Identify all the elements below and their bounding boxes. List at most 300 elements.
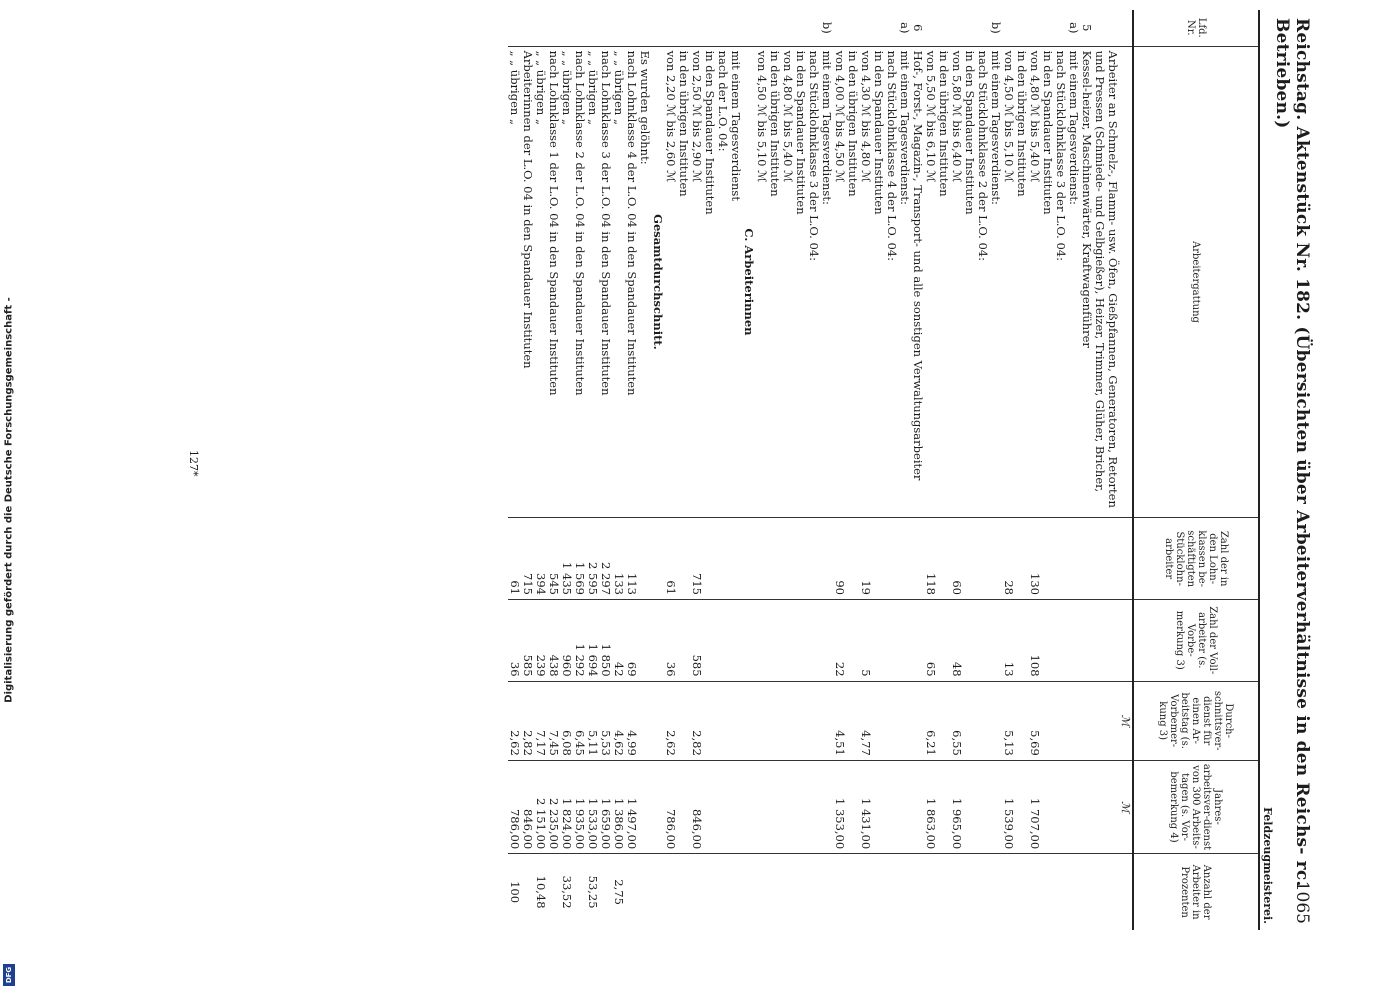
table-row	[976, 10, 989, 930]
table-row	[885, 10, 898, 930]
table-row	[625, 10, 638, 930]
row-jahresverdienst: 786,00	[664, 760, 677, 853]
row-jahresverdienst	[1080, 760, 1119, 853]
table-row	[950, 10, 963, 930]
row-anzahl-prozent	[742, 854, 755, 930]
row-arbeitergattung: nach Lohnklasse 4 der L.O. 04 in den Spandauer Instituten	[625, 46, 638, 518]
col-vollarbeiter: Zahl der Voll-arbeiter (s. Vorbe-merkung 3)	[1133, 599, 1259, 681]
row-arbeitergattung: nach Lohnklasse 3 der L.O. 04 in den Spandauer Instituten	[599, 46, 612, 518]
row-jahresverdienst	[1041, 760, 1054, 853]
row-durchschnittsverdienst	[898, 681, 911, 760]
digitization-credit	[0, 0, 18, 1000]
row-jahresverdienst	[846, 760, 859, 853]
table-row	[807, 10, 820, 930]
row-jahresverdienst	[898, 760, 911, 853]
row-durchschnittsverdienst	[768, 681, 781, 760]
row-arbeitergattung: von 5,50 ℳ bis 6,10 ℳ	[924, 46, 937, 518]
row-stuecklohnarbeiter: 19	[859, 518, 872, 600]
table-row	[768, 10, 781, 930]
page-header	[1261, 10, 1320, 930]
row-durchschnittsverdienst	[872, 681, 885, 760]
row-jahresverdienst	[638, 760, 651, 853]
row-stuecklohnarbeiter	[872, 518, 885, 600]
table-row	[794, 10, 807, 930]
row-durchschnittsverdienst: 2,62	[664, 681, 677, 760]
table-row	[534, 10, 547, 930]
row-vollarbeiter: 438	[547, 599, 560, 681]
row-vollarbeiter	[716, 599, 729, 681]
row-jahresverdienst: 1 533,00	[586, 760, 599, 853]
table-row	[599, 10, 612, 930]
row-anzahl-prozent	[729, 854, 742, 930]
row-anzahl-prozent: 2,75	[612, 854, 625, 930]
row-vollarbeiter	[794, 599, 807, 681]
row-anzahl-prozent	[872, 854, 885, 930]
row-vollarbeiter	[651, 599, 664, 681]
row-vollarbeiter	[1041, 599, 1054, 681]
row-stuecklohnarbeiter: 61	[508, 518, 521, 600]
row-jahresverdienst: 1 353,00	[833, 760, 846, 853]
row-stuecklohnarbeiter: 133	[612, 518, 625, 600]
dfg-logo: DFG	[3, 964, 15, 986]
row-nr: 6	[911, 24, 925, 32]
table-row	[820, 10, 833, 930]
table-row	[690, 10, 703, 930]
row-jahresverdienst	[872, 760, 885, 853]
row-arbeitergattung: in den übrigen Instituten	[846, 46, 859, 518]
row-arbeitergattung: Hof-, Forst-, Magazin-, Transport- und alle sonstigen Verwaltungsarbeiter	[911, 46, 924, 518]
table-row	[703, 10, 716, 930]
col-nr: Lfd. Nr.	[1133, 10, 1259, 46]
row-vollarbeiter: 22	[833, 599, 846, 681]
row-stuecklohnarbeiter	[742, 518, 755, 600]
row-arbeitergattung: in den Spandauer Instituten	[872, 46, 885, 518]
row-durchschnittsverdienst: 4,77	[859, 681, 872, 760]
row-arbeitergattung: in den übrigen Instituten	[677, 46, 690, 518]
row-stuecklohnarbeiter	[716, 518, 729, 600]
row-durchschnittsverdienst: 5,13	[1002, 681, 1015, 760]
row-nr	[703, 10, 716, 46]
row-jahresverdienst	[1054, 760, 1067, 853]
row-arbeitergattung: C. Arbeiterinnen	[742, 46, 755, 518]
row-jahresverdienst	[937, 760, 950, 853]
row-vollarbeiter	[742, 599, 755, 681]
row-stuecklohnarbeiter	[1080, 518, 1119, 600]
table-row	[677, 10, 690, 930]
row-stuecklohnarbeiter	[963, 518, 976, 600]
row-jahresverdienst: 846,00	[690, 760, 703, 853]
row-vollarbeiter	[1067, 599, 1080, 681]
table-row	[560, 10, 573, 930]
row-durchschnittsverdienst: 4,99	[625, 681, 638, 760]
row-nr	[781, 10, 794, 46]
row-stuecklohnarbeiter: 715	[521, 518, 534, 600]
row-durchschnittsverdienst	[755, 681, 768, 760]
row-jahresverdienst	[703, 760, 716, 853]
row-jahresverdienst	[794, 760, 807, 853]
row-vollarbeiter	[781, 599, 794, 681]
row-vollarbeiter: 108	[1028, 599, 1041, 681]
row-anzahl-prozent	[1015, 854, 1028, 930]
row-vollarbeiter	[677, 599, 690, 681]
row-arbeitergattung: Arbeiter an Schmelz-, Flamm- usw. Öfen, Gießpfannen, Generatoren, Retorten und Pressen (Schmiede- und Gelbgießer), Heizer, Trimmer, Glüher, Bricher, Kessel-heizer, Maschinenwärter, Kraftwagenführer	[1080, 46, 1119, 518]
row-nr: a)	[898, 22, 912, 34]
row-arbeitergattung: „ „ übrigen „	[612, 46, 625, 518]
row-nr: a)	[1067, 22, 1081, 34]
row-anzahl-prozent	[1054, 854, 1067, 930]
row-arbeitergattung: Gesamtdurchschnitt.	[651, 46, 664, 518]
unit-durchschnitt: ℳ	[1119, 681, 1133, 760]
row-stuecklohnarbeiter	[911, 518, 924, 600]
row-durchschnittsverdienst	[820, 681, 833, 760]
table-row	[781, 10, 794, 930]
row-stuecklohnarbeiter: 61	[664, 518, 677, 600]
table-row	[586, 10, 599, 930]
row-nr	[1015, 10, 1028, 46]
row-stuecklohnarbeiter	[976, 518, 989, 600]
row-stuecklohnarbeiter	[755, 518, 768, 600]
row-nr	[859, 10, 872, 46]
row-stuecklohnarbeiter	[781, 518, 794, 600]
row-nr	[807, 10, 820, 46]
row-stuecklohnarbeiter: 28	[1002, 518, 1015, 600]
row-vollarbeiter	[898, 599, 911, 681]
row-durchschnittsverdienst	[729, 681, 742, 760]
row-nr	[729, 10, 742, 46]
row-arbeitergattung: nach Stücklohnklasse 2 der L.O. 04:	[976, 46, 989, 518]
row-nr	[846, 10, 859, 46]
table-row	[1054, 10, 1067, 930]
row-nr	[768, 10, 781, 46]
row-stuecklohnarbeiter	[794, 518, 807, 600]
row-nr	[534, 10, 547, 46]
row-arbeitergattung: nach Stücklohnklasse 4 der L.O. 04:	[885, 46, 898, 518]
row-nr	[1028, 10, 1041, 46]
row-jahresverdienst	[1015, 760, 1028, 853]
row-jahresverdienst	[989, 760, 1002, 853]
row-arbeitergattung: von 4,50 ℳ bis 5,10 ℳ	[1002, 46, 1015, 518]
row-arbeitergattung: von 2,50 ℳ bis 2,90 ℳ	[690, 46, 703, 518]
row-anzahl-prozent	[768, 854, 781, 930]
row-jahresverdienst: 1 935,00	[573, 760, 586, 853]
row-vollarbeiter: 69	[625, 599, 638, 681]
row-anzahl-prozent	[807, 854, 820, 930]
row-anzahl-prozent	[755, 854, 768, 930]
row-stuecklohnarbeiter	[638, 518, 651, 600]
row-arbeitergattung: „ „ übrigen „	[586, 46, 599, 518]
row-durchschnittsverdienst: 2,82	[521, 681, 534, 760]
row-vollarbeiter	[768, 599, 781, 681]
row-anzahl-prozent	[1028, 854, 1041, 930]
row-arbeitergattung: von 2,20 ℳ bis 2,60 ℳ	[664, 46, 677, 518]
row-anzahl-prozent	[651, 854, 664, 930]
row-durchschnittsverdienst: 6,55	[950, 681, 963, 760]
row-anzahl-prozent	[989, 854, 1002, 930]
row-stuecklohnarbeiter	[768, 518, 781, 600]
row-durchschnittsverdienst	[846, 681, 859, 760]
row-vollarbeiter: 65	[924, 599, 937, 681]
row-durchschnittsverdienst	[885, 681, 898, 760]
row-jahresverdienst: 1 659,00	[599, 760, 612, 853]
row-anzahl-prozent	[820, 854, 833, 930]
row-anzahl-prozent	[1041, 854, 1054, 930]
row-anzahl-prozent	[781, 854, 794, 930]
table-row	[508, 10, 521, 930]
row-jahresverdienst	[781, 760, 794, 853]
row-arbeitergattung: mit einem Tagesverdienst:	[1067, 46, 1080, 518]
row-anzahl-prozent	[625, 854, 638, 930]
row-jahresverdienst	[755, 760, 768, 853]
row-stuecklohnarbeiter	[1041, 518, 1054, 600]
table-body	[508, 10, 1119, 930]
row-durchschnittsverdienst: 5,53	[599, 681, 612, 760]
row-durchschnittsverdienst: 2,82	[690, 681, 703, 760]
row-arbeitergattung: von 4,80 ℳ bis 5,40 ℳ	[781, 46, 794, 518]
row-nr	[1054, 10, 1067, 46]
row-jahresverdienst	[651, 760, 664, 853]
row-stuecklohnarbeiter: 1 569	[573, 518, 586, 600]
row-anzahl-prozent	[690, 854, 703, 930]
row-vollarbeiter: 36	[508, 599, 521, 681]
row-vollarbeiter: 239	[534, 599, 547, 681]
row-stuecklohnarbeiter: 118	[924, 518, 937, 600]
table-row	[716, 10, 729, 930]
row-arbeitergattung: von 4,80 ℳ bis 5,40 ℳ	[1028, 46, 1041, 518]
row-stuecklohnarbeiter	[807, 518, 820, 600]
row-durchschnittsverdienst	[1067, 681, 1080, 760]
row-durchschnittsverdienst	[1054, 681, 1067, 760]
row-nr	[950, 10, 963, 46]
row-arbeitergattung: nach Lohnklasse 2 der L.O. 04 in den Spandauer Instituten	[573, 46, 586, 518]
row-nr: b)	[820, 21, 834, 34]
row-durchschnittsverdienst	[1080, 681, 1119, 760]
row-jahresverdienst	[742, 760, 755, 853]
table-row	[1028, 10, 1041, 930]
page-title: Reichstag. Aktenstück Nr. 182. (Übersichten über Arbeiterverhältnisse in den Reichs- rc. Betrieben.)	[1272, 18, 1312, 887]
row-jahresverdienst: 1 431,00	[859, 760, 872, 853]
row-jahresverdienst	[807, 760, 820, 853]
table-row	[937, 10, 950, 930]
row-jahresverdienst: 1 539,00	[1002, 760, 1015, 853]
unit-row	[1119, 10, 1133, 930]
row-jahresverdienst: 1 863,00	[924, 760, 937, 853]
row-anzahl-prozent	[898, 854, 911, 930]
row-stuecklohnarbeiter	[1054, 518, 1067, 600]
row-arbeitergattung: „ „ übrigen „	[534, 46, 547, 518]
row-jahresverdienst: 1 497,00	[625, 760, 638, 853]
row-jahresverdienst	[716, 760, 729, 853]
table-row	[573, 10, 586, 930]
row-vollarbeiter	[755, 599, 768, 681]
row-durchschnittsverdienst: 6,08	[560, 681, 573, 760]
row-jahresverdienst	[677, 760, 690, 853]
table-row	[833, 10, 846, 930]
row-jahresverdienst: 2 235,00	[547, 760, 560, 853]
row-vollarbeiter: 42	[612, 599, 625, 681]
row-anzahl-prozent	[573, 854, 586, 930]
row-arbeitergattung: von 5,80 ℳ bis 6,40 ℳ	[950, 46, 963, 518]
row-arbeitergattung: mit einem Tagesverdienst:	[989, 46, 1002, 518]
page-footer-number: 127*	[187, 450, 200, 477]
row-anzahl-prozent	[846, 854, 859, 930]
row-anzahl-prozent	[911, 854, 924, 930]
row-anzahl-prozent	[885, 854, 898, 930]
row-anzahl-prozent	[599, 854, 612, 930]
row-vollarbeiter	[638, 599, 651, 681]
row-nr	[924, 10, 937, 46]
row-vollarbeiter: 36	[664, 599, 677, 681]
row-anzahl-prozent	[963, 854, 976, 930]
row-stuecklohnarbeiter	[885, 518, 898, 600]
table-row	[664, 10, 677, 930]
row-anzahl-prozent: 10,48	[534, 854, 547, 930]
row-vollarbeiter: 960	[560, 599, 573, 681]
row-stuecklohnarbeiter: 2 595	[586, 518, 599, 600]
row-jahresverdienst: 786,00	[508, 760, 521, 853]
row-durchschnittsverdienst	[976, 681, 989, 760]
row-jahresverdienst	[976, 760, 989, 853]
row-stuecklohnarbeiter	[703, 518, 716, 600]
row-nr	[508, 10, 521, 46]
row-durchschnittsverdienst	[742, 681, 755, 760]
row-vollarbeiter: 13	[1002, 599, 1015, 681]
row-arbeitergattung: in den Spandauer Instituten	[1041, 46, 1054, 518]
row-nr	[755, 10, 768, 46]
row-vollarbeiter	[820, 599, 833, 681]
row-nr	[677, 10, 690, 46]
row-durchschnittsverdienst: 4,51	[833, 681, 846, 760]
row-jahresverdienst	[768, 760, 781, 853]
row-arbeitergattung: in den übrigen Instituten	[768, 46, 781, 518]
row-arbeitergattung: in den Spandauer Instituten	[703, 46, 716, 518]
table-row	[729, 10, 742, 930]
row-vollarbeiter	[937, 599, 950, 681]
row-vollarbeiter	[976, 599, 989, 681]
row-durchschnittsverdienst: 5,11	[586, 681, 599, 760]
row-stuecklohnarbeiter	[1015, 518, 1028, 600]
row-anzahl-prozent	[859, 854, 872, 930]
table-row	[1015, 10, 1028, 930]
table-row	[651, 10, 664, 930]
row-jahresverdienst	[911, 760, 924, 853]
row-vollarbeiter	[729, 599, 742, 681]
row-stuecklohnarbeiter	[1067, 518, 1080, 600]
row-durchschnittsverdienst	[963, 681, 976, 760]
row-nr	[586, 10, 599, 46]
table-row	[911, 10, 924, 930]
row-jahresverdienst: 1 707,00	[1028, 760, 1041, 853]
row-stuecklohnarbeiter	[989, 518, 1002, 600]
row-jahresverdienst	[729, 760, 742, 853]
row-jahresverdienst: 2 151,00	[534, 760, 547, 853]
row-arbeitergattung: nach der L.O. 04:	[716, 46, 729, 518]
row-vollarbeiter	[703, 599, 716, 681]
row-stuecklohnarbeiter	[677, 518, 690, 600]
row-nr	[1002, 10, 1015, 46]
col-arbeitergattung: Arbeitergattung	[1133, 46, 1259, 518]
table-row	[638, 10, 651, 930]
row-vollarbeiter: 1 292	[573, 599, 586, 681]
row-durchschnittsverdienst: 5,69	[1028, 681, 1041, 760]
row-nr	[651, 10, 664, 46]
row-jahresverdienst	[963, 760, 976, 853]
row-arbeitergattung: Es wurden gelöhnt:	[638, 46, 651, 518]
rotated-page	[70, 10, 1320, 930]
row-anzahl-prozent: 100	[508, 854, 521, 930]
row-jahresverdienst	[820, 760, 833, 853]
row-stuecklohnarbeiter	[898, 518, 911, 600]
row-anzahl-prozent	[937, 854, 950, 930]
row-arbeitergattung: in den Spandauer Instituten	[794, 46, 807, 518]
row-nr	[547, 10, 560, 46]
row-nr	[937, 10, 950, 46]
row-durchschnittsverdienst	[989, 681, 1002, 760]
table-row	[521, 10, 534, 930]
row-durchschnittsverdienst	[651, 681, 664, 760]
row-durchschnittsverdienst: 7,45	[547, 681, 560, 760]
table-row	[898, 10, 911, 930]
row-anzahl-prozent	[547, 854, 560, 930]
row-durchschnittsverdienst	[716, 681, 729, 760]
row-nr: b)	[989, 21, 1003, 34]
row-vollarbeiter: 5	[859, 599, 872, 681]
row-stuecklohnarbeiter: 715	[690, 518, 703, 600]
row-vollarbeiter	[989, 599, 1002, 681]
table-row	[1002, 10, 1015, 930]
credit-text: Digitalisierung gefördert durch die Deutsche Forschungsgemeinschaft -	[3, 297, 15, 703]
row-durchschnittsverdienst	[1015, 681, 1028, 760]
row-stuecklohnarbeiter: 60	[950, 518, 963, 600]
row-arbeitergattung: nach Lohnklasse 1 der L.O. 04 in den Spandauer Instituten	[547, 46, 560, 518]
unit-jahres: ℳ	[1119, 760, 1133, 853]
row-anzahl-prozent	[1067, 854, 1080, 930]
row-vollarbeiter: 1 694	[586, 599, 599, 681]
table-row	[846, 10, 859, 930]
row-stuecklohnarbeiter: 90	[833, 518, 846, 600]
row-vollarbeiter: 1 850	[599, 599, 612, 681]
row-durchschnittsverdienst	[807, 681, 820, 760]
row-stuecklohnarbeiter: 130	[1028, 518, 1041, 600]
row-arbeitergattung: „ „ übrigen „	[508, 46, 521, 518]
row-nr	[664, 10, 677, 46]
row-durchschnittsverdienst	[703, 681, 716, 760]
row-arbeitergattung: in den übrigen Instituten	[937, 46, 950, 518]
row-nr	[638, 10, 651, 46]
row-durchschnittsverdienst	[794, 681, 807, 760]
row-arbeitergattung: nach Stücklohnklasse 3 der L.O. 04:	[1054, 46, 1067, 518]
row-jahresverdienst: 1 386,00	[612, 760, 625, 853]
row-vollarbeiter: 585	[521, 599, 534, 681]
row-durchschnittsverdienst: 6,21	[924, 681, 937, 760]
row-vollarbeiter	[963, 599, 976, 681]
row-arbeitergattung: „ „ übrigen „	[560, 46, 573, 518]
row-anzahl-prozent	[794, 854, 807, 930]
row-arbeitergattung: nach Stücklohnklasse 3 der L.O. 04:	[807, 46, 820, 518]
row-nr	[885, 10, 898, 46]
row-jahresverdienst: 1 824,00	[560, 760, 573, 853]
row-stuecklohnarbeiter: 394	[534, 518, 547, 600]
row-stuecklohnarbeiter	[729, 518, 742, 600]
row-nr	[625, 10, 638, 46]
row-stuecklohnarbeiter	[651, 518, 664, 600]
row-durchschnittsverdienst	[911, 681, 924, 760]
row-anzahl-prozent	[521, 854, 534, 930]
row-durchschnittsverdienst: 4,62	[612, 681, 625, 760]
row-anzahl-prozent	[950, 854, 963, 930]
row-nr	[1041, 10, 1054, 46]
row-nr	[521, 10, 534, 46]
row-anzahl-prozent	[924, 854, 937, 930]
